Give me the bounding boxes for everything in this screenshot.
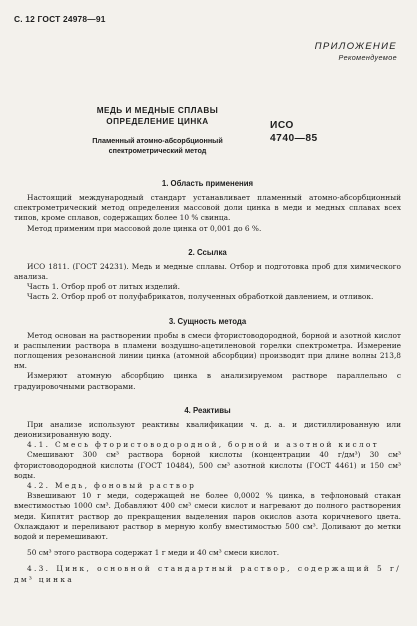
section-4-2-text: Взвешивают 10 г меди, содержащей не более 0,0002 % цинка, в тефлоновый стакан вместимостью 1000 см³. Добавляют 400 см³ смеси кислот и нагревают до полного растворения меди. Кипятят раствор до прекращения выделения паров окислов азота коричневого цвета. Охлаждают и переливают раствор в мерную колбу вместимостью 500 см³. Доливают до метки водой и перемешивают. — [14, 491, 401, 542]
section-2-paragraph-1: ИСО 1811. (ГОСТ 24231). Медь и медные сплавы. Отбор и подготовка проб для химического анализа. — [14, 261, 401, 282]
page-header — [14, 14, 401, 36]
section-4-2-note: 50 см³ этого раствора содержат 1 г меди и 40 см³ смеси кислот. — [27, 548, 280, 558]
section-2-paragraph-2: Часть 1. Отбор проб от литых изделий. — [27, 282, 180, 292]
section-4-3-heading: 4.3. Цинк, основной стандартный раствор, содержащий 5 г/дм³ цинка — [14, 564, 401, 584]
iso-label: ИСО — [270, 120, 294, 131]
appendix-title: ПРИЛОЖЕНИЕ — [314, 41, 397, 52]
section-4-paragraph-1: При анализе используют реактивы квалификации ч. д. а. и дистиллированную или деионизированную воду. — [14, 419, 401, 440]
section-3-title: 3. Сущность метода — [168, 316, 247, 326]
section-4-1-text: Смешивают 300 см³ раствора борной кислоты (концентрации 40 г/дм³) 30 см³ фтористоводородной кислоты (ГОСТ 10484), 500 см³ азотной кислоты (ГОСТ 4461) и 150 см³ воды. — [14, 450, 401, 480]
title-line-2: ОПРЕДЕЛЕНИЕ ЦИНКА — [106, 116, 209, 126]
page-number: С. 12 ГОСТ 24978—91 — [14, 14, 106, 24]
section-4-2-heading: 4.2. Медь, фоновый раствор — [27, 481, 197, 491]
section-4-1-heading: 4.1. Смесь фтористоводородной, борной и азотной кислот — [27, 440, 380, 450]
appendix-label — [315, 42, 397, 63]
iso-number: 4740—85 — [270, 133, 318, 144]
section-3-paragraph-1: Метод основан на растворении пробы в смеси фтористоводородной, борной и азотной кислот и распылении раствора в пламени воздушно-ацетиленовой горелки спектрометра. Измерение поглощения резонансной линии цинка (атомной абсорбции) производят при длине волны 213,8 нм. — [14, 330, 401, 371]
title-line-1: МЕДЬ И МЕДНЫЕ СПЛАВЫ — [96, 106, 219, 115]
section-1-title: 1. Область применения — [161, 179, 254, 188]
subtitle-line-2: спектрометрический метод — [108, 145, 207, 155]
section-2-paragraph-3: Часть 2. Отбор проб от полуфабрикатов, полученных обработкой давлением, и отливок. — [27, 292, 374, 302]
section-1-paragraph-1: Настоящий международный стандарт устанавливает пламенный атомно-абсорбционный спектрометрический метод определения массовой доли цинка в меди и медных сплавах всех типов, кроме сплавов, содержащих более 10 % свинца. — [14, 193, 401, 223]
iso-reference — [270, 119, 318, 145]
title-block — [14, 106, 401, 174]
subtitle-line-1: Пламенный атомно-абсорбционный — [92, 136, 223, 145]
document-title — [70, 106, 245, 155]
section-2-title: 2. Ссылка — [188, 247, 227, 257]
section-4-title: 4. Реактивы — [184, 405, 231, 415]
section-3-paragraph-2: Измеряют атомную абсорбцию цинка в анализируемом растворе параллельно с градуировочными растворами. — [14, 371, 401, 391]
appendix-note: Рекомендуемое — [338, 53, 397, 63]
section-1-paragraph-2: Метод применим при массовой доле цинка от 0,001 до 6 %. — [27, 223, 262, 233]
